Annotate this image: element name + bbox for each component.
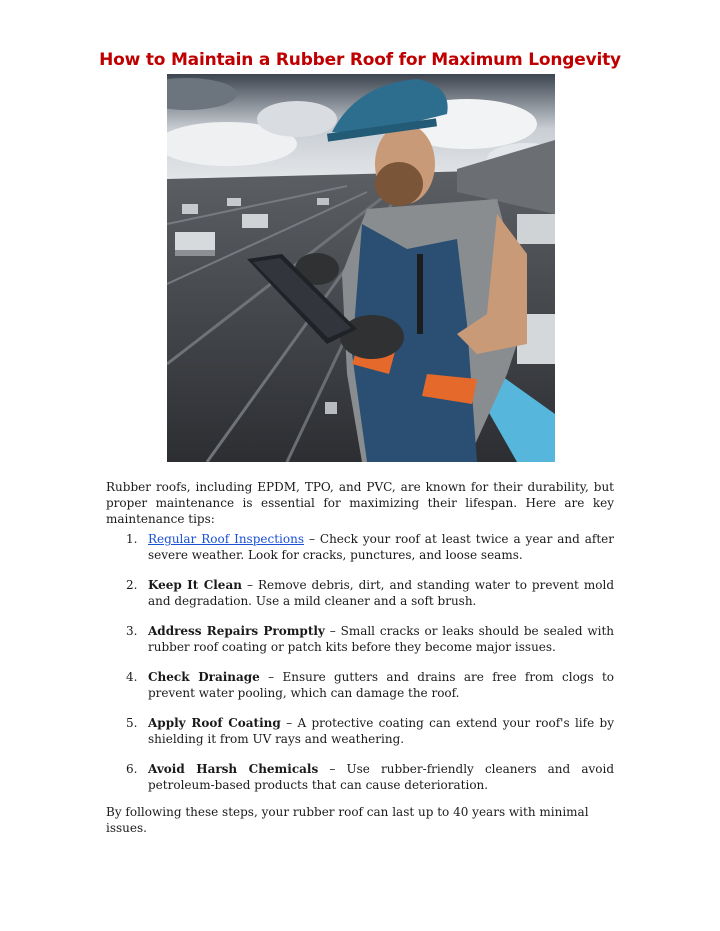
tip-description: – Use rubber-friendly cleaners and avoid petroleum-based products that can cause deterioration.: [148, 762, 614, 792]
tip-heading: Keep It Clean: [148, 578, 242, 592]
tip-heading: Check Drainage: [148, 670, 260, 684]
tip-heading: Address Repairs Promptly: [148, 624, 325, 638]
maintenance-tips-list: [106, 531, 614, 807]
tip-item: [106, 531, 614, 563]
tip-number: 1.: [126, 532, 138, 546]
tip-item: [106, 715, 614, 747]
tip-description: – Check your roof at least twice a year and after severe weather. Look for cracks, punctures, and loose seams.: [148, 532, 615, 562]
intro-paragraph: Rubber roofs, including EPDM, TPO, and PVC, are known for their durability, but proper maintenance is essential for maximizing their lifespan. Here are key maintenance tips:: [106, 480, 614, 526]
tip-number: 2.: [126, 578, 138, 592]
tip-item: [106, 669, 614, 701]
regular-roof-inspections-link[interactable]: Regular Roof Inspections: [148, 532, 304, 546]
tip-number: 5.: [126, 716, 138, 730]
hero-image-roofer-with-tablet: [167, 74, 555, 462]
closing-paragraph: By following these steps, your rubber roof can last up to 40 years with minimal issues.: [106, 805, 589, 835]
tip-number: 6.: [126, 762, 138, 776]
tip-number: 3.: [126, 624, 138, 638]
page-title: How to Maintain a Rubber Roof for Maximum Longevity: [99, 50, 621, 70]
tip-description: – Remove debris, dirt, and standing water to prevent mold and degradation. Use a mild cleaner and a soft brush.: [148, 578, 614, 608]
tip-heading: Avoid Harsh Chemicals: [148, 762, 319, 776]
tip-item: [106, 577, 614, 609]
tip-item: [106, 761, 614, 793]
tip-description: – Small cracks or leaks should be sealed with rubber roof coating or patch kits before they become major issues.: [148, 624, 615, 654]
tip-item: [106, 623, 614, 655]
tip-number: 4.: [126, 670, 138, 684]
tip-description: – A protective coating can extend your roof's life by shielding it from UV rays and weathering.: [148, 716, 614, 746]
tip-heading: Apply Roof Coating: [148, 716, 281, 730]
tip-description: – Ensure gutters and drains are free from clogs to prevent water pooling, which can damage the roof.: [148, 670, 615, 700]
